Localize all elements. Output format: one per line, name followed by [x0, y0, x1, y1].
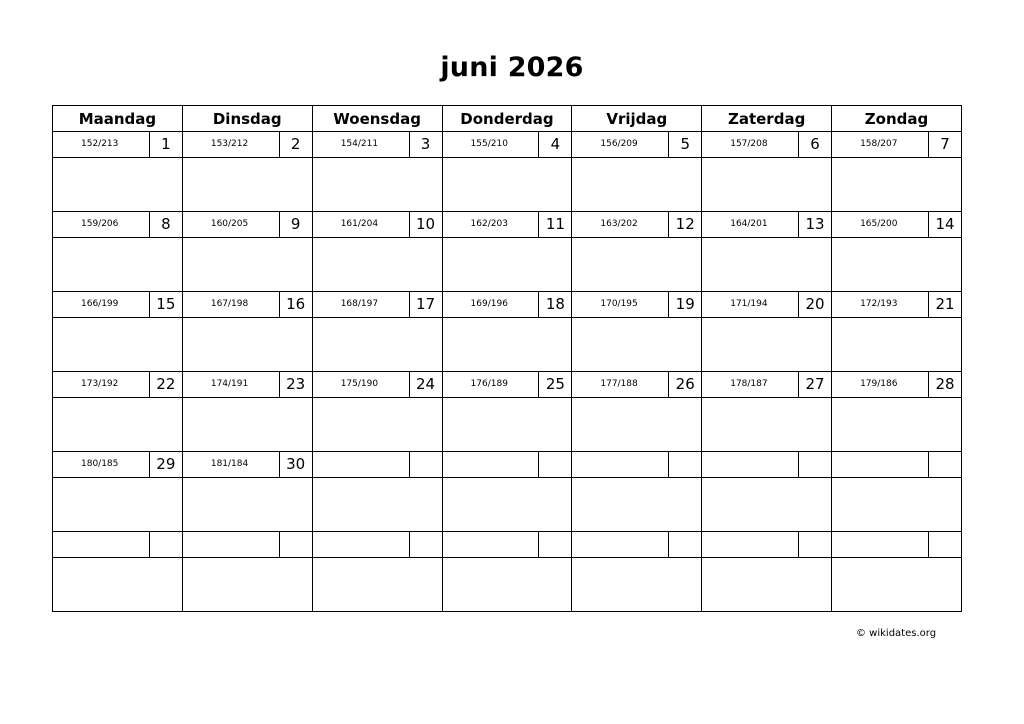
weekday-header: Dinsdag	[182, 106, 312, 132]
day-number: 20	[798, 292, 831, 317]
day-cell	[572, 292, 702, 372]
day-cell	[312, 532, 442, 612]
week-row	[53, 132, 962, 212]
day-of-year-label: 164/201	[730, 219, 768, 229]
day-of-year-label: 165/200	[860, 219, 898, 229]
day-number: 17	[409, 292, 442, 317]
day-number: 6	[798, 132, 831, 157]
day-cell	[53, 212, 183, 292]
day-cell	[53, 292, 183, 372]
week-row	[53, 292, 962, 372]
week-row	[53, 532, 962, 612]
day-cell	[53, 132, 183, 212]
day-of-year-label: 174/191	[210, 379, 249, 389]
day-number: 5	[668, 132, 701, 157]
day-number: 26	[668, 372, 701, 397]
day-number	[538, 452, 571, 477]
day-number: 27	[798, 372, 831, 397]
day-number: 23	[279, 372, 312, 397]
day-cell	[53, 372, 183, 452]
day-number	[798, 452, 831, 477]
day-of-year-label: 158/207	[860, 139, 898, 149]
day-number: 14	[928, 212, 961, 237]
day-cell	[702, 132, 832, 212]
day-cell	[832, 212, 962, 292]
day-of-year-label: 163/202	[600, 219, 638, 229]
day-number	[149, 532, 182, 557]
month-calendar	[52, 105, 962, 612]
week-row	[53, 372, 962, 452]
day-cell	[832, 292, 962, 372]
day-number: 1	[149, 132, 182, 157]
day-number: 28	[928, 372, 961, 397]
day-number: 3	[409, 132, 442, 157]
page-title: juni 2026	[440, 52, 584, 83]
day-of-year-label: 161/204	[340, 219, 379, 229]
day-number: 29	[149, 452, 182, 477]
day-cell	[442, 372, 572, 452]
day-cell	[182, 532, 312, 612]
day-cell	[442, 532, 572, 612]
day-cell	[572, 132, 702, 212]
day-number	[668, 532, 701, 557]
day-cell	[442, 452, 572, 532]
day-of-year-label: 169/196	[470, 299, 508, 309]
day-cell	[53, 452, 183, 532]
weekday-header: Zaterdag	[702, 106, 832, 132]
weekday-header: Vrijdag	[572, 106, 702, 132]
day-number	[798, 532, 831, 557]
day-of-year-label: 176/189	[470, 379, 508, 389]
day-number: 7	[928, 132, 961, 157]
day-cell	[832, 452, 962, 532]
day-number: 21	[928, 292, 961, 317]
day-of-year-label: 175/190	[340, 379, 379, 389]
day-number: 30	[279, 452, 312, 477]
day-of-year-label: 170/195	[600, 299, 638, 309]
day-cell	[182, 292, 312, 372]
day-of-year-label: 154/211	[340, 139, 379, 149]
day-of-year-label: 168/197	[340, 299, 379, 309]
weekday-header: Donderdag	[442, 106, 572, 132]
day-cell	[312, 212, 442, 292]
day-cell	[702, 452, 832, 532]
day-number: 9	[279, 212, 312, 237]
copyright-footer: © wikidates.org	[856, 628, 937, 639]
week-row	[53, 212, 962, 292]
day-number	[668, 452, 701, 477]
day-of-year-label: 156/209	[600, 139, 638, 149]
day-number: 12	[668, 212, 701, 237]
day-cell	[182, 372, 312, 452]
day-number: 11	[538, 212, 571, 237]
day-of-year-label: 181/184	[210, 459, 249, 469]
day-of-year-label: 177/188	[600, 379, 638, 389]
day-cell	[572, 212, 702, 292]
day-number	[409, 452, 442, 477]
day-of-year-label: 179/186	[860, 379, 898, 389]
day-of-year-label: 162/203	[470, 219, 508, 229]
day-cell	[312, 292, 442, 372]
day-cell	[702, 372, 832, 452]
day-cell	[442, 212, 572, 292]
day-number: 22	[149, 372, 182, 397]
day-of-year-label: 167/198	[210, 299, 249, 309]
day-of-year-label: 153/212	[210, 139, 249, 149]
day-number: 8	[149, 212, 182, 237]
day-of-year-label: 157/208	[730, 139, 768, 149]
weekday-header-row	[53, 106, 962, 132]
day-number: 19	[668, 292, 701, 317]
day-number: 24	[409, 372, 442, 397]
weekday-header: Woensdag	[312, 106, 442, 132]
day-of-year-label: 171/194	[730, 299, 768, 309]
day-number: 16	[279, 292, 312, 317]
day-cell	[182, 212, 312, 292]
day-cell	[312, 372, 442, 452]
day-of-year-label: 152/213	[81, 139, 119, 149]
day-cell	[572, 452, 702, 532]
day-number	[409, 532, 442, 557]
day-of-year-label: 173/192	[81, 379, 119, 389]
day-cell	[572, 372, 702, 452]
day-cell	[832, 532, 962, 612]
day-of-year-label: 155/210	[470, 139, 508, 149]
day-number	[538, 532, 571, 557]
day-of-year-label: 172/193	[860, 299, 898, 309]
day-of-year-label: 180/185	[81, 459, 119, 469]
day-of-year-label: 160/205	[210, 219, 249, 229]
day-cell	[442, 132, 572, 212]
day-of-year-label: 166/199	[81, 299, 119, 309]
day-number: 13	[798, 212, 831, 237]
day-cell	[312, 452, 442, 532]
week-row	[53, 452, 962, 532]
day-number: 18	[538, 292, 571, 317]
day-number	[928, 452, 961, 477]
day-number: 2	[279, 132, 312, 157]
day-cell	[53, 532, 183, 612]
day-number: 4	[538, 132, 571, 157]
day-cell	[312, 132, 442, 212]
day-cell	[442, 292, 572, 372]
day-number	[279, 532, 312, 557]
weekday-header: Zondag	[832, 106, 962, 132]
day-cell	[702, 212, 832, 292]
day-cell	[182, 132, 312, 212]
day-number	[928, 532, 961, 557]
day-number: 25	[538, 372, 571, 397]
day-cell	[702, 532, 832, 612]
day-cell	[572, 532, 702, 612]
day-of-year-label: 159/206	[81, 219, 119, 229]
day-cell	[832, 372, 962, 452]
day-cell	[182, 452, 312, 532]
day-number: 15	[149, 292, 182, 317]
day-of-year-label: 178/187	[730, 379, 768, 389]
day-number: 10	[409, 212, 442, 237]
weekday-header: Maandag	[53, 106, 183, 132]
day-cell	[832, 132, 962, 212]
day-cell	[702, 292, 832, 372]
